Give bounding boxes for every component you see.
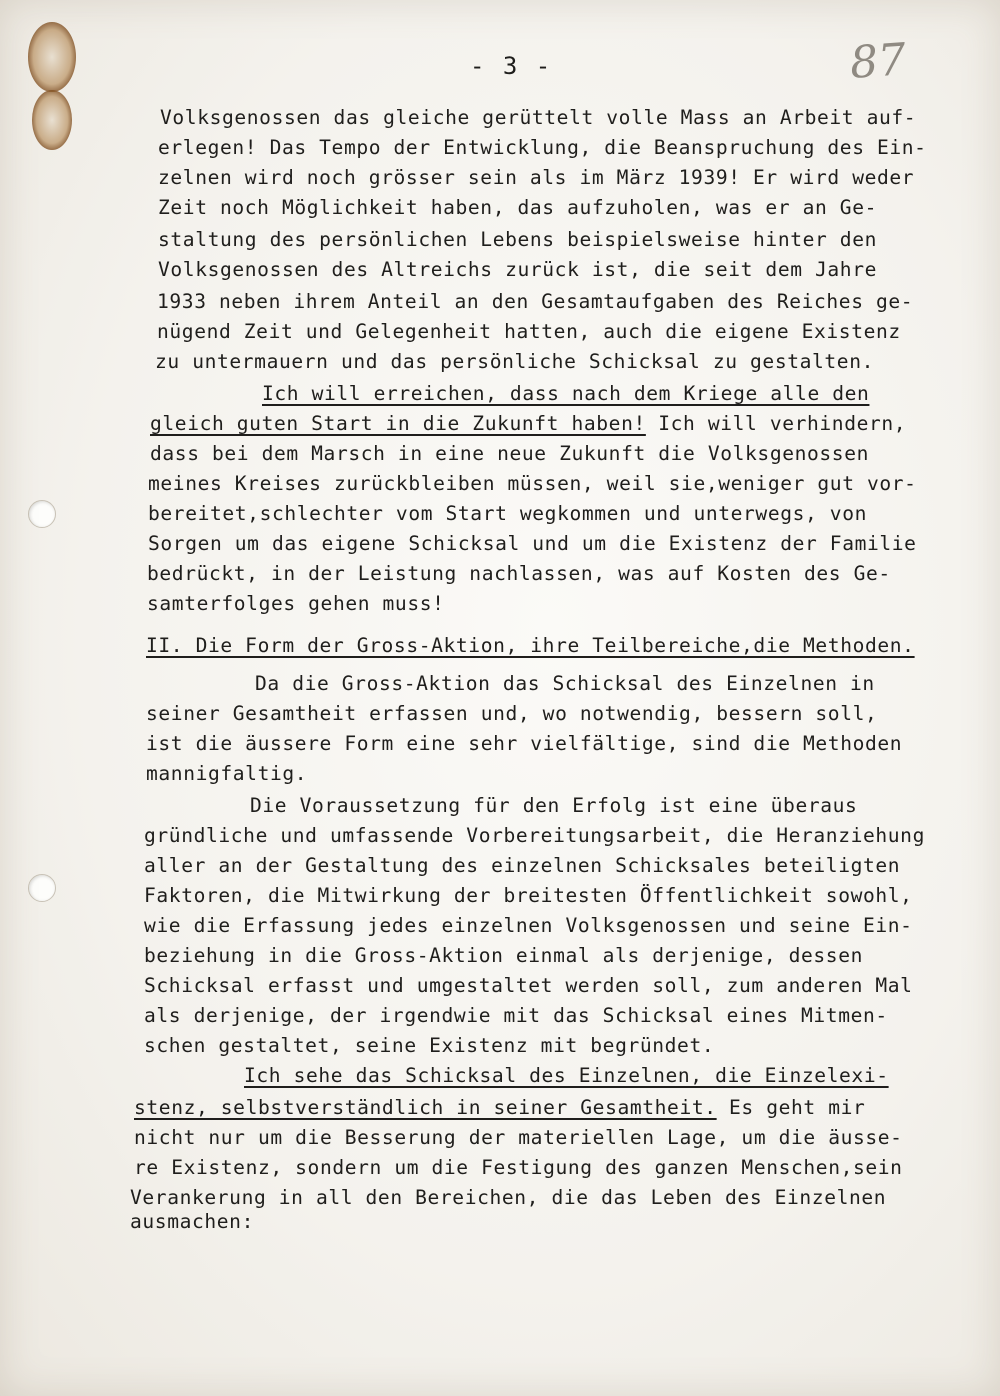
text-line xyxy=(150,412,906,435)
text-line: ist die äussere Form eine sehr vielfältige, sind die Methoden xyxy=(146,732,903,755)
underlined-text: gleich guten Start in die Zukunft haben! xyxy=(150,412,646,435)
punch-hole xyxy=(28,874,56,902)
underlined-text: stenz, selbstverständlich in seiner Gesamtheit. xyxy=(134,1096,717,1119)
text-line: bedrückt, in der Leistung nachlassen, was auf Kosten des Ge- xyxy=(147,562,891,585)
text-continuation: Ich will verhindern, xyxy=(645,412,907,435)
underlined-text-line: Ich sehe das Schicksal des Einzelnen, die Einzelexi- xyxy=(244,1064,889,1087)
text-line: als derjenige, der irgendwie mit das Schicksal eines Mitmen- xyxy=(144,1004,888,1027)
underlined-text-line: Ich will erreichen, dass nach dem Kriege alle den xyxy=(262,382,870,405)
text-line: beziehung in die Gross-Aktion einmal als derjenige, dessen xyxy=(144,944,863,967)
text-line: zu untermauern und das persönliche Schicksal zu gestalten. xyxy=(155,350,874,373)
text-line: gründliche und umfassende Vorbereitungsarbeit, die Heranziehung xyxy=(144,824,925,847)
text-line: Faktoren, die Mitwirkung der breitesten Öffentlichkeit sowohl, xyxy=(144,884,913,907)
text-line: meines Kreises zurückbleiben müssen, weil sie,weniger gut vor- xyxy=(148,472,917,495)
text-line: Die Voraussetzung für den Erfolg ist eine überaus xyxy=(250,794,858,817)
text-line: wie die Erfassung jedes einzelnen Volksgenossen und seine Ein- xyxy=(144,914,913,937)
burn-mark xyxy=(32,90,72,150)
text-line: staltung des persönlichen Lebens beispielsweise hinter den xyxy=(158,228,877,251)
text-line: seiner Gesamtheit erfassen und, wo notwendig, bessern soll, xyxy=(146,702,878,725)
text-line: nicht nur um die Besserung der materiellen Lage, um die äusse- xyxy=(134,1126,903,1149)
page-number: - 3 - xyxy=(470,52,553,80)
text-line xyxy=(134,1096,865,1119)
text-line: Schicksal erfasst und umgestaltet werden soll, zum anderen Mal xyxy=(144,974,913,997)
text-line: Volksgenossen das gleiche gerüttelt volle Mass an Arbeit auf- xyxy=(160,106,917,129)
text-line: Zeit noch Möglichkeit haben, das aufzuholen, was er an Ge- xyxy=(158,196,877,219)
burn-mark xyxy=(28,22,76,92)
handwritten-folio-number: 87 xyxy=(848,34,908,89)
text-line: mannigfaltig. xyxy=(146,762,308,785)
text-continuation: Es geht mir xyxy=(716,1096,866,1119)
text-line: nügend Zeit und Gelegenheit hatten, auch die eigene Existenz xyxy=(157,320,901,343)
text-line: Sorgen um das eigene Schicksal und um die Existenz der Familie xyxy=(148,532,917,555)
text-line: aller an der Gestaltung des einzelnen Schicksales beteiligten xyxy=(144,854,901,877)
section-heading: II. Die Form der Gross-Aktion, ihre Teilbereiche,die Methoden. xyxy=(146,634,915,657)
text-line: bereitet,schlechter vom Start wegkommen und unterwegs, von xyxy=(148,502,867,525)
text-line: Volksgenossen des Altreichs zurück ist, die seit dem Jahre xyxy=(158,258,877,281)
text-line: samterfolges gehen muss! xyxy=(147,592,445,615)
text-line: erlegen! Das Tempo der Entwicklung, die Beanspruchung des Ein- xyxy=(158,136,927,159)
text-line: Da die Gross-Aktion das Schicksal des Einzelnen in xyxy=(255,672,875,695)
text-line: dass bei dem Marsch in eine neue Zukunft die Volksgenossen xyxy=(150,442,869,465)
text-line: schen gestaltet, seine Existenz mit begründet. xyxy=(144,1034,715,1057)
text-line: re Existenz, sondern um die Festigung des ganzen Menschen,sein xyxy=(134,1156,903,1179)
text-line: Verankerung in all den Bereichen, die das Leben des Einzelnen xyxy=(130,1186,887,1209)
text-line: zelnen wird noch grösser sein als im März 1939! Er wird weder xyxy=(158,166,915,189)
punch-hole xyxy=(28,500,56,528)
text-line: 1933 neben ihrem Anteil an den Gesamtaufgaben des Reiches ge- xyxy=(157,290,914,313)
text-line: ausmachen: xyxy=(130,1210,254,1233)
